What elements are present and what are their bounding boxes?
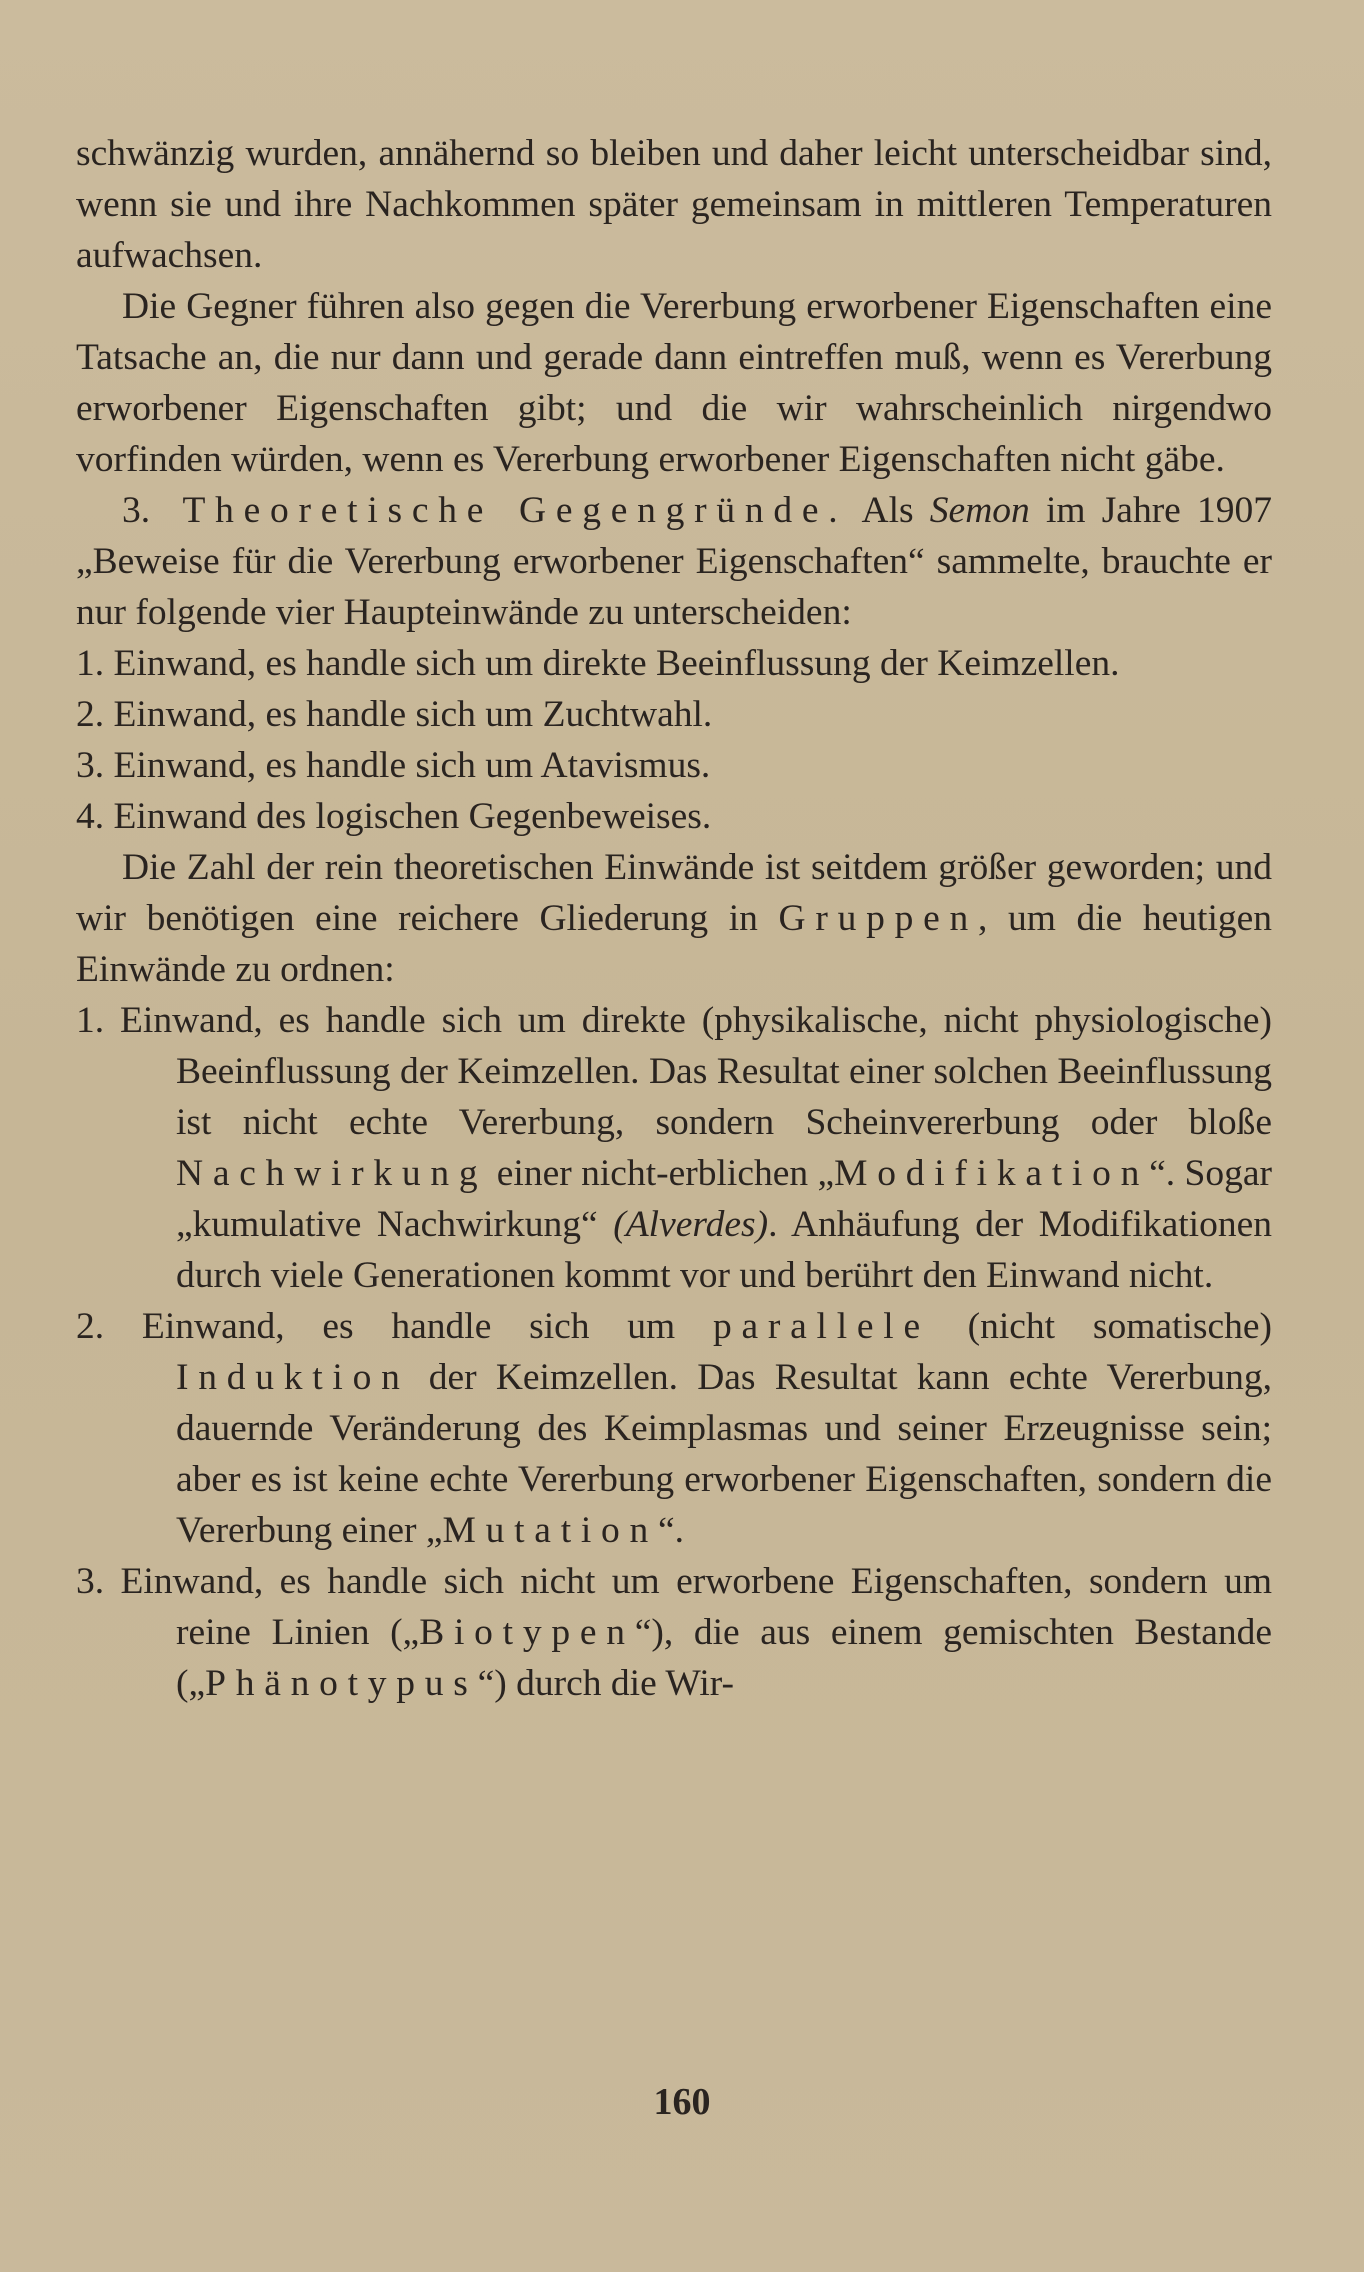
spaced-term: Nachwirkung: [176, 1153, 488, 1194]
text-run: der Keimzellen. Das Resultat kann echte Vererbung, dauernde Veränderung des Keimplasmas und seiner Erzeugnisse sein; aber es ist keine echte Vererbung erworbener Eigenschaften, sondern die Vererbung einer „: [176, 1357, 1273, 1551]
text-run: . Anhäufung der Modifikationen durch viele Generationen kommt vor und berührt den Einwand nicht.: [176, 1204, 1272, 1296]
list-item: 3. Einwand, es handle sich um Atavismus.: [76, 745, 711, 786]
text-run: , um die heutigen Einwände zu ordnen:: [76, 898, 1273, 990]
spaced-term: parallele: [713, 1306, 930, 1347]
list-item: 2. Einwand, es handle sich um Zuchtwahl.: [76, 694, 713, 735]
objection-item-2: [76, 1301, 1272, 1556]
section-heading: Theoretische Gegengründe.: [182, 490, 848, 531]
text-run: 1. Einwand, es handle sich um direkte (physikalische, nicht physiologische) Beeinflussung der Keimzellen. Das Resultat einer solchen Beeinflussung ist nicht echte Vererbung, sondern Scheinvererbung oder bloße: [76, 1000, 1272, 1143]
spaced-term: Phänotypus: [205, 1663, 478, 1704]
spaced-term: Gruppen: [778, 898, 978, 939]
text-run: einer nicht-erblichen „: [496, 1153, 835, 1194]
text-run: (nicht somatische): [967, 1306, 1272, 1347]
paragraph-theoretical-objections: [76, 485, 1272, 638]
text-run: 3. Einwand, es handle sich nicht um erworbene Eigenschaften, sondern um reine Linien („: [76, 1561, 1272, 1653]
text-run: Die Zahl der rein theoretischen Einwände ist seitdem größer geworden; und wir benötigen eine reichere Gliederung in: [76, 847, 1272, 939]
paragraph-opponents: Die Gegner führen also gegen die Vererbung erworbener Eigenschaften eine Tatsache an, die nur dann und gerade dann eintreffen muß, wenn es Vererbung erworbener Eigenschaften gibt; und die wir wahrscheinlich nirgendwo vorfinden würden, wenn es Vererbung erworbener Eigenschaften nicht gäbe.: [76, 286, 1272, 480]
spaced-term: Biotypen: [419, 1612, 635, 1653]
text-run: “. Sogar „kumulative Nachwirkung“: [176, 1153, 1272, 1245]
paragraph-groups: [76, 842, 1272, 995]
text-run: “), die aus einem gemischten Bestande („: [176, 1612, 1272, 1704]
text-run: “.: [658, 1510, 685, 1551]
text-run: “) durch die Wir-: [477, 1663, 734, 1704]
spaced-term: Mutation: [442, 1510, 659, 1551]
text-run: 2. Einwand, es handle sich um: [76, 1306, 676, 1347]
spaced-term: Induktion: [176, 1357, 410, 1398]
objection-item-3: [76, 1556, 1272, 1709]
page-number: 160: [653, 2081, 711, 2123]
text-run: im Jahre 1907 „Beweise für die Vererbung erworbener Eigenschaften“ sammelte, brauchte er nur folgende vier Haupteinwände zu unterscheiden:: [76, 490, 1273, 633]
author-name: (Alverdes): [613, 1204, 769, 1245]
section-number: 3.: [122, 490, 151, 531]
author-name: Semon: [929, 490, 1030, 531]
paragraph-continuation: schwänzig wurden, annähernd so bleiben und daher leicht unterscheidbar sind, wenn sie und ihre Nachkommen später gemeinsam in mittleren Temperaturen aufwachsen.: [76, 133, 1272, 276]
spaced-term: Modifikation: [834, 1153, 1150, 1194]
text-run: Als: [861, 490, 914, 531]
list-item: 4. Einwand des logischen Gegenbeweises.: [76, 796, 712, 837]
objection-item-1: [76, 995, 1272, 1301]
body-text: [76, 128, 1272, 1709]
list-item: 1. Einwand, es handle sich um direkte Beeinflussung der Keimzellen.: [76, 643, 1120, 684]
